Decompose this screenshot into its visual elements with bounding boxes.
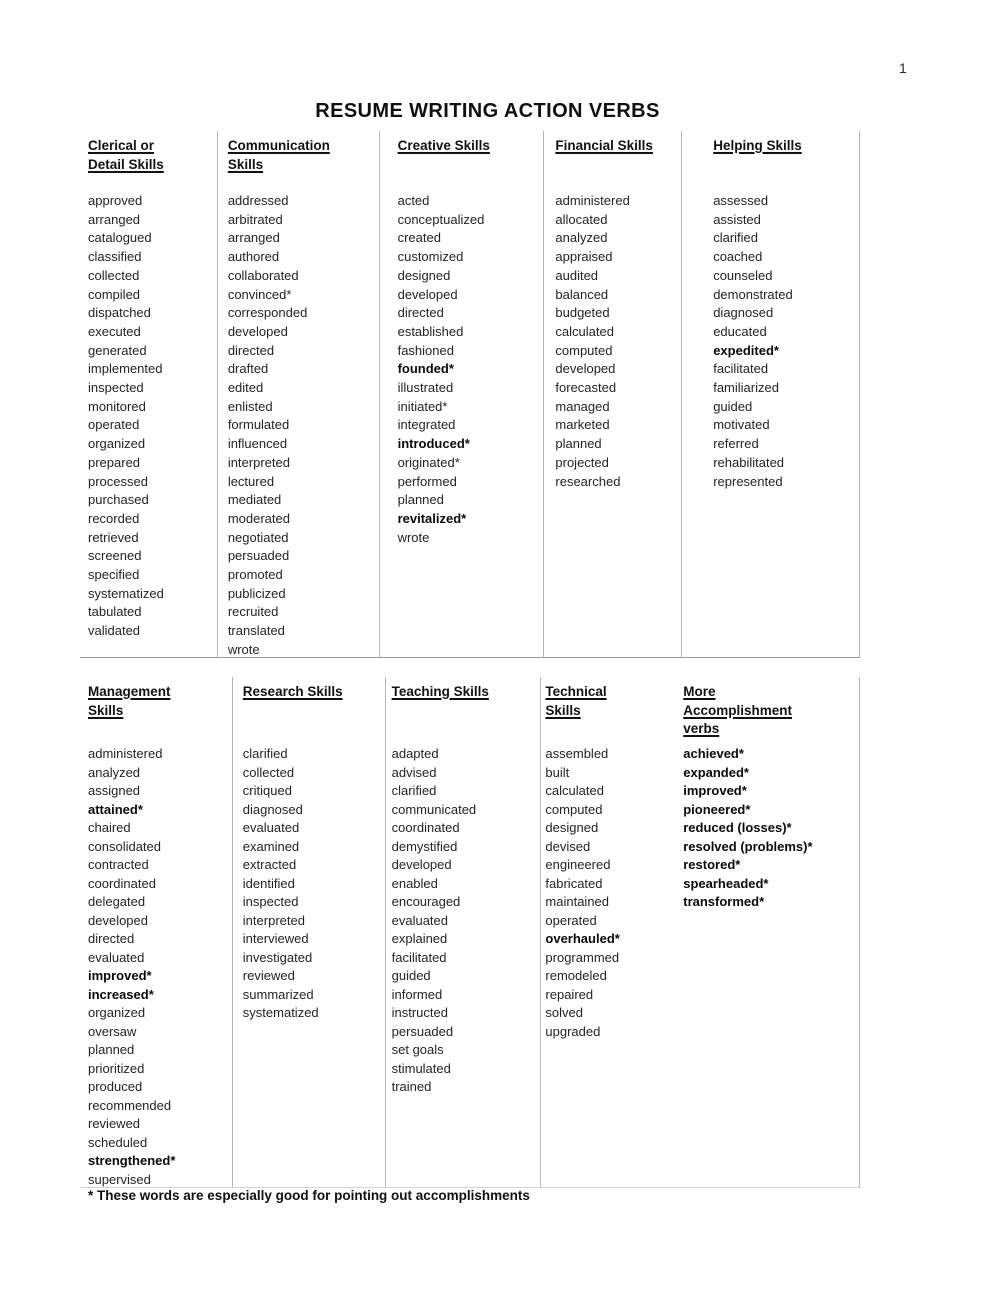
action-verb: arbitrated [227, 211, 283, 227]
action-verb: operated [88, 417, 140, 433]
action-verb: wrote [397, 529, 430, 545]
action-verb: appraised [555, 249, 613, 265]
action-verb: retrieved [88, 529, 139, 545]
column-financial-skills [544, 131, 682, 657]
action-verb: facilitated [391, 949, 447, 965]
action-verb: purchased [88, 492, 149, 508]
action-verb: overhauled* [545, 931, 620, 946]
action-verb: fabricated [545, 875, 603, 891]
action-verb: developed [397, 286, 458, 302]
action-verb: repaired [545, 986, 594, 1002]
action-verb: coordinated [88, 875, 156, 891]
action-verb: guided [391, 968, 431, 983]
action-verb: persuaded [391, 1023, 454, 1039]
action-verb: customized [397, 249, 464, 265]
column-header [398, 137, 544, 192]
action-verb: audited [555, 267, 599, 283]
action-verb: resolved (problems)* [683, 838, 813, 854]
column-header-line: Management [88, 684, 171, 699]
action-verb: coached [713, 249, 763, 265]
action-verb: upgraded [545, 1023, 601, 1039]
column-research-skills [233, 677, 386, 1187]
action-verb: interviewed [242, 931, 309, 946]
column-header-line: Skills [88, 702, 124, 718]
word-list [555, 192, 681, 491]
action-verb: familiarized [713, 380, 779, 396]
action-verb: generated [88, 342, 147, 358]
column-header [228, 137, 379, 192]
action-verb: publicized [227, 585, 286, 601]
action-verb: investigated [242, 949, 313, 965]
action-verb: classified [88, 249, 142, 265]
action-verb: examined [242, 838, 300, 854]
action-verb: achieved* [683, 746, 744, 761]
action-verb: assessed [713, 193, 769, 208]
action-verb: produced [88, 1079, 143, 1094]
column-creative-skills [380, 131, 545, 657]
column-header [545, 683, 671, 745]
action-verb: enlisted [227, 398, 273, 414]
action-verb: processed [88, 473, 148, 489]
word-list [683, 745, 859, 912]
action-verb: expanded* [683, 764, 749, 780]
action-verb: interpreted [242, 912, 305, 928]
column-header [683, 683, 859, 745]
footnote: * These words are especially good for pointing out accomplishments [88, 1188, 530, 1203]
action-verb: researched [555, 473, 621, 489]
column-header [88, 137, 217, 192]
action-verb: delegated [88, 894, 146, 909]
action-verb: conceptualized [397, 211, 485, 227]
column-header-line: verbs [683, 721, 720, 736]
action-verb: supervised [88, 1171, 151, 1187]
action-verb: oversaw [88, 1023, 137, 1039]
column-technical-skills [541, 677, 671, 1187]
action-verb: motivated [713, 417, 770, 433]
action-verb: prioritized [88, 1060, 145, 1076]
action-verb: remodeled [545, 968, 607, 983]
action-verb: balanced [555, 286, 609, 302]
action-verb: programmed [545, 949, 620, 965]
action-verb: performed [397, 473, 457, 489]
action-verb: initiated* [397, 398, 448, 414]
action-verb: marketed [555, 417, 610, 433]
action-verb: solved [545, 1005, 583, 1020]
column-header-line: Communication [227, 138, 330, 153]
action-verb: identified [242, 875, 295, 891]
action-verb: authored [227, 249, 280, 265]
action-verb: developed [391, 857, 452, 872]
action-verb: validated [88, 623, 141, 639]
action-verb: collected [242, 764, 295, 780]
action-verb: consolidated [88, 838, 161, 854]
column-helping-skills [682, 131, 859, 657]
action-verbs-table-top [80, 131, 860, 658]
column-header [243, 683, 385, 745]
action-verb: developed [227, 323, 288, 339]
action-verb: built [545, 764, 570, 780]
action-verb: pioneered* [683, 801, 751, 817]
action-verb: evaluated [242, 820, 300, 835]
action-verb: originated* [397, 454, 460, 470]
action-verb: wrote [227, 641, 260, 657]
action-verb: catalogued [88, 230, 152, 246]
action-verb: demonstrated [713, 286, 793, 302]
word-list [713, 192, 859, 491]
action-verb: compiled [88, 286, 141, 302]
action-verb: founded* [397, 361, 454, 377]
action-verb: promoted [227, 567, 283, 583]
action-verb: moderated [227, 510, 290, 526]
page-title: RESUME WRITING ACTION VERBS [315, 100, 660, 122]
action-verb: represented [713, 473, 783, 489]
column-header [555, 137, 681, 192]
action-verb: devised [545, 838, 591, 854]
action-verbs-table-bottom [80, 677, 860, 1188]
action-verb: extracted [242, 857, 297, 872]
action-verb: drafted [227, 361, 269, 377]
action-verb: collected [88, 267, 140, 283]
column-header-line: Research Skills [242, 684, 343, 699]
action-verb: addressed [227, 193, 289, 208]
column-teaching-skills [386, 677, 542, 1187]
action-verb: summarized [242, 986, 314, 1002]
action-verb: assigned [88, 783, 141, 798]
column-header-line: Detail Skills [88, 156, 164, 172]
action-verb: explained [391, 931, 448, 946]
action-verb: implemented [88, 361, 163, 377]
action-verb: adapted [391, 746, 439, 761]
word-list [88, 192, 217, 641]
column-header [88, 683, 232, 745]
action-verb: designed [397, 267, 451, 283]
action-verb: improved* [88, 968, 152, 983]
column-management-skills [80, 677, 233, 1187]
column-header-line: Helping Skills [713, 138, 802, 153]
action-verb: formulated [227, 417, 290, 433]
action-verb: interpreted [227, 454, 290, 470]
action-verb: clarified [713, 230, 758, 246]
action-verb: dispatched [88, 305, 151, 321]
action-verb: specified [88, 567, 140, 583]
action-verb: directed [227, 342, 275, 358]
action-verb: inspected [88, 380, 144, 396]
action-verb: calculated [555, 323, 614, 339]
word-list [228, 192, 379, 660]
action-verb: managed [555, 398, 610, 414]
action-verb: convinced* [227, 286, 292, 302]
page-number: 1 [899, 60, 907, 76]
action-verb: transformed* [683, 894, 765, 909]
action-verb: computed [545, 801, 603, 817]
action-verb: critiqued [242, 783, 292, 798]
action-verb: introduced* [397, 436, 470, 452]
action-verb: lectured [227, 473, 275, 489]
action-verb: administered [555, 193, 630, 208]
action-verb: increased* [88, 986, 154, 1002]
action-verb: administered [88, 746, 163, 761]
action-verb: illustrated [397, 380, 454, 396]
action-verb: clarified [391, 783, 437, 798]
action-verb: integrated [397, 417, 456, 433]
action-verb: fashioned [397, 342, 454, 358]
action-verb: demystified [391, 838, 458, 854]
action-verb: analyzed [88, 764, 141, 780]
action-verb: evaluated [391, 912, 448, 928]
action-verb: advised [391, 764, 437, 780]
action-verb: instructed [391, 1005, 448, 1020]
action-verb: directed [88, 931, 135, 946]
action-verb: maintained [545, 894, 610, 909]
action-verb: influenced [227, 436, 288, 452]
word-list [545, 745, 671, 1041]
column-communication-skills [218, 131, 380, 657]
action-verb: allocated [555, 211, 608, 227]
action-verb: reviewed [88, 1116, 141, 1131]
action-verb: organized [88, 436, 146, 452]
action-verb: established [397, 323, 464, 339]
action-verb: analyzed [555, 230, 608, 246]
action-verb: reduced (losses)* [683, 820, 792, 835]
action-verb: persuaded [227, 548, 290, 564]
action-verb: informed [391, 986, 443, 1002]
action-verb: assisted [713, 211, 761, 227]
action-verb: communicated [391, 801, 477, 817]
action-verb: systematized [242, 1005, 319, 1020]
action-verb: planned [555, 436, 602, 452]
column-header [392, 683, 541, 745]
action-verb: budgeted [555, 305, 610, 321]
action-verb: attained* [88, 801, 143, 817]
column-more-accomplishment-verbs [671, 677, 859, 1187]
action-verb: developed [555, 361, 616, 377]
word-list [398, 192, 544, 547]
action-verb: directed [397, 305, 444, 321]
action-verb: translated [227, 623, 285, 639]
action-verb: edited [227, 380, 264, 396]
action-verb: encouraged [391, 894, 461, 909]
action-verb: monitored [88, 398, 146, 414]
action-verb: revitalized* [397, 510, 467, 526]
action-verb: systematized [88, 585, 164, 601]
action-verb: collaborated [227, 267, 299, 283]
action-verb: chaired [88, 820, 131, 835]
action-verb: set goals [391, 1042, 444, 1057]
column-header-line: Skills [545, 702, 581, 718]
action-verb: recommended [88, 1097, 172, 1113]
column-header-line: Skills [227, 156, 264, 172]
column-header-line: Creative Skills [397, 138, 490, 153]
action-verb: educated [713, 323, 767, 339]
action-verb: negotiated [227, 529, 289, 545]
action-verb: facilitated [713, 361, 769, 377]
action-verb: organized [88, 1005, 146, 1020]
action-verb: reviewed [242, 968, 295, 983]
action-verb: enabled [391, 875, 438, 891]
action-verb: diagnosed [713, 305, 774, 321]
action-verb: evaluated [88, 949, 145, 965]
action-verb: corresponded [227, 305, 308, 321]
action-verb: created [397, 230, 441, 246]
word-list [243, 745, 385, 1023]
column-header-line: Technical [545, 684, 607, 699]
action-verb: tabulated [88, 604, 142, 620]
action-verb: recorded [88, 510, 140, 526]
action-verb: calculated [545, 783, 604, 798]
action-verb: acted [397, 193, 430, 208]
action-verb: approved [88, 193, 143, 208]
action-verb: mediated [227, 492, 282, 508]
column-header-line: Financial Skills [555, 138, 653, 153]
action-verb: screened [88, 548, 142, 564]
word-list [392, 745, 541, 1097]
action-verb: restored* [683, 857, 741, 872]
action-verb: planned [88, 1042, 135, 1057]
action-verb: referred [713, 436, 759, 452]
word-list [88, 745, 232, 1189]
column-clerical-detail-skills [80, 131, 218, 657]
action-verb: diagnosed [242, 801, 303, 817]
action-verb: stimulated [391, 1060, 451, 1076]
action-verb: guided [713, 398, 753, 414]
action-verb: expedited* [713, 342, 779, 358]
action-verb: scheduled [88, 1134, 148, 1150]
action-verb: coordinated [391, 820, 460, 835]
action-verb: arranged [227, 230, 280, 246]
action-verb: operated [545, 912, 597, 928]
action-verb: forecasted [555, 380, 617, 396]
column-header-line: Accomplishment [683, 702, 793, 718]
action-verb: designed [545, 820, 599, 835]
action-verb: inspected [242, 894, 299, 909]
action-verb: arranged [88, 211, 141, 227]
action-verb: contracted [88, 857, 149, 872]
action-verb: executed [88, 323, 141, 339]
action-verb: developed [88, 912, 148, 928]
column-header-line: More [683, 684, 716, 699]
action-verb: planned [397, 492, 444, 508]
action-verb: engineered [545, 857, 611, 872]
action-verb: rehabilitated [713, 454, 785, 470]
column-header-line: Teaching Skills [391, 684, 489, 699]
action-verb: prepared [88, 454, 141, 470]
action-verb: computed [555, 342, 613, 358]
column-header-line: Clerical or [88, 138, 155, 153]
action-verb: projected [555, 454, 609, 470]
action-verb: recruited [227, 604, 279, 620]
action-verb: spearheaded* [683, 875, 769, 891]
column-header [713, 137, 859, 192]
action-verb: counseled [713, 267, 773, 283]
action-verb: improved* [683, 783, 747, 798]
action-verb: strengthened* [88, 1153, 176, 1168]
action-verb: assembled [545, 746, 609, 761]
action-verb: trained [391, 1079, 432, 1094]
action-verb: clarified [242, 746, 288, 761]
